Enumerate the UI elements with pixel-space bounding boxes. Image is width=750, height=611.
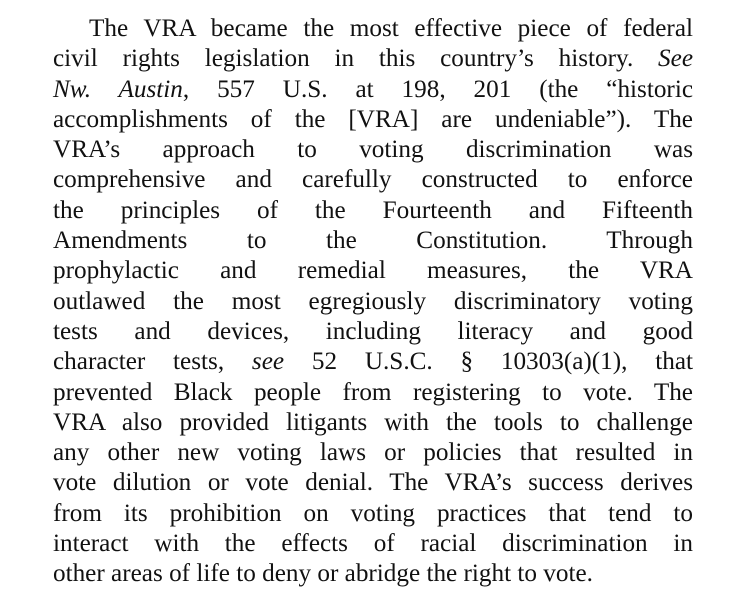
text-line — [53, 529, 693, 559]
document-page — [53, 14, 693, 590]
italic-citation: See — [658, 45, 693, 73]
text-line — [53, 165, 693, 195]
text-line — [53, 499, 693, 529]
text-segment: any other new voting laws or policies that resulted in — [53, 439, 693, 467]
text-line — [53, 408, 693, 438]
text-segment: 52 U.S.C. § 10303(a)(1), that — [284, 348, 694, 376]
text-line — [53, 135, 693, 165]
text-segment: prevented Black people from registering to vote. The — [53, 378, 693, 406]
italic-citation: see — [251, 348, 285, 376]
text-line — [53, 256, 693, 286]
text-segment: , 557 U.S. at 198, 201 (the “historic — [182, 75, 693, 103]
text-segment: civil rights legislation in this country’s history. — [53, 45, 659, 73]
text-segment: Amendments to the Constitution. Through — [53, 227, 693, 255]
text-segment: character tests, — [53, 348, 252, 376]
text-segment: interact with the effects of racial discrimination in — [53, 530, 693, 558]
text-line — [53, 226, 693, 256]
text-segment: tests and devices, including literacy and good — [53, 317, 693, 345]
italic-citation: Nw. Austin — [53, 75, 183, 103]
text-segment: outlawed the most egregiously discriminatory voting — [53, 287, 693, 315]
text-segment: vote dilution or vote denial. The VRA’s success derives — [53, 469, 693, 497]
paragraph — [53, 14, 693, 590]
text-segment: prophylactic and remedial measures, the VRA — [53, 257, 693, 285]
text-line — [53, 75, 693, 105]
text-line — [53, 196, 693, 226]
text-line — [53, 438, 693, 468]
text-line — [53, 468, 693, 498]
text-segment: VRA also provided litigants with the tools to challenge — [53, 408, 693, 436]
text-segment: the principles of the Fourteenth and Fifteenth — [53, 196, 693, 224]
text-segment: accomplishments of the [VRA] are undeniable”). The — [53, 105, 693, 133]
text-line — [53, 44, 693, 74]
text-segment: VRA’s approach to voting discrimination was — [53, 136, 693, 164]
text-segment: The VRA became the most effective piece of federal — [89, 15, 693, 42]
text-line — [53, 559, 693, 589]
text-line — [53, 378, 693, 408]
text-segment: comprehensive and carefully constructed to enforce — [53, 166, 693, 194]
text-segment: from its prohibition on voting practices that tend to — [53, 499, 693, 527]
text-segment: other areas of life to deny or abridge the right to vote. — [53, 560, 593, 588]
text-line — [53, 14, 693, 44]
text-line — [53, 347, 693, 377]
text-line — [53, 105, 693, 135]
text-line — [53, 287, 693, 317]
text-line — [53, 317, 693, 347]
